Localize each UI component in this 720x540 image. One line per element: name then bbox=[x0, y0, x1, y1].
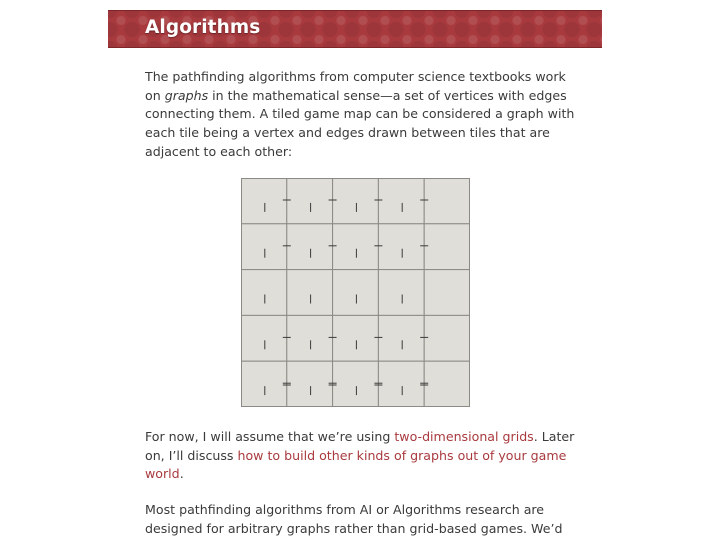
section-title: Algorithms bbox=[145, 17, 261, 38]
grid-tile bbox=[241, 270, 287, 316]
grid-tile bbox=[424, 361, 470, 407]
grid-tile bbox=[241, 224, 287, 270]
note-text-2: . Later on, I’ll discuss bbox=[145, 429, 575, 463]
grid-tile bbox=[378, 178, 424, 224]
grid-tile bbox=[287, 270, 333, 316]
note-text-1: For now, I will assume that we’re using bbox=[145, 429, 395, 444]
graphs-emphasis: graphs bbox=[164, 87, 209, 103]
grid-tile bbox=[378, 270, 424, 316]
build-graphs-link[interactable]: how to build other kinds of graphs out of your game world bbox=[145, 447, 567, 482]
grid-tile bbox=[378, 315, 424, 361]
grid-tile bbox=[424, 178, 470, 224]
intro-paragraph bbox=[145, 68, 575, 162]
grid-tile bbox=[241, 315, 287, 361]
grid-tile bbox=[333, 361, 379, 407]
note-text-3: . bbox=[179, 466, 184, 482]
grid-tile bbox=[287, 224, 333, 270]
grid-tile bbox=[287, 361, 333, 407]
intro-text-2: in the mathematical sense—a set of vertices with edges connecting them. A tiled game map can be considered a graph with each tile being a vertex and edges drawn between tiles that are adjacent to each other: bbox=[145, 87, 575, 159]
grid-graph-diagram bbox=[241, 178, 470, 407]
grid-tile bbox=[241, 361, 287, 407]
two-dimensional-grids-link[interactable]: two-dimensional grids bbox=[394, 429, 534, 444]
grid-tile bbox=[333, 178, 379, 224]
intro-text-1: The pathfinding algorithms from computer science textbooks work on bbox=[145, 69, 566, 103]
tile-graph-figure bbox=[241, 178, 470, 407]
grid-tile bbox=[287, 178, 333, 224]
grid-tile bbox=[424, 224, 470, 270]
grid-tile bbox=[378, 224, 424, 270]
grid-tile bbox=[424, 315, 470, 361]
grid-tile bbox=[333, 224, 379, 270]
grid-tile bbox=[241, 178, 287, 224]
section-header bbox=[108, 10, 602, 48]
grid-tile bbox=[424, 270, 470, 316]
grid-tile bbox=[378, 361, 424, 407]
grid-tile bbox=[287, 315, 333, 361]
research-text: Most pathfinding algorithms from AI or Algorithms research are designed for arbitrary graphs rather than grid-based games. We’d bbox=[145, 502, 563, 536]
grid-tile bbox=[333, 315, 379, 361]
grid-tile bbox=[333, 270, 379, 316]
research-paragraph bbox=[145, 501, 575, 538]
grid-note-paragraph bbox=[145, 428, 575, 484]
